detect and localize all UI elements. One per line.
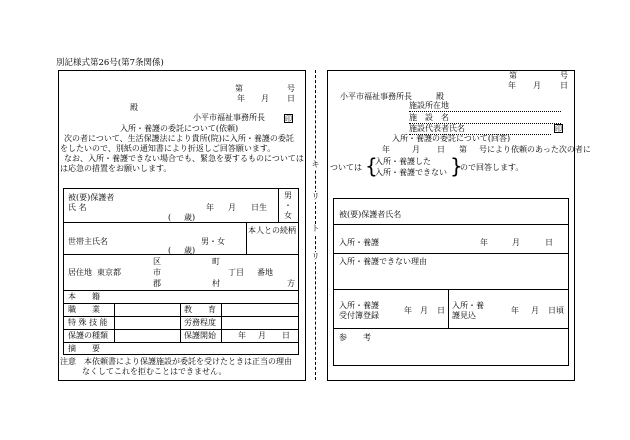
option-not-admitted: 入所・養護できない [375,168,447,177]
facility-location-line [409,111,561,112]
note-line2: なくしてこれを拒むことはできません。 [82,367,227,376]
cut-label-3: ト [311,224,320,233]
reply-date-day: 日 [560,81,568,90]
option-admitted: 入所・養護した [375,157,431,166]
ref-text: 号により依頼のあった次の者に [479,145,591,154]
male-label: 男 [284,191,292,200]
admission-year-label: 年 [480,238,488,247]
shi-label: 市 [153,268,161,277]
reply-text: ので回答します。 [460,163,524,172]
ku-label: 区 [153,257,161,266]
relation-column-divider [246,222,247,254]
row-divider [63,329,299,330]
facility-location-label: 施設所在地 [409,101,449,110]
row-divider [333,224,569,225]
reason-label: 入所・養護できない理由 [339,257,427,266]
householder-label: 世帯主氏名 [68,237,108,246]
request-date-day: 日 [287,94,295,103]
row-divider [63,254,299,255]
facility-rep-label: 施設代表者氏名 [409,124,465,133]
birth-year-label: 年 [206,203,214,212]
form-number-title: 別記様式第26号(第7条関係) [56,58,164,68]
row-divider [63,342,299,343]
row-divider [63,316,299,317]
note-line1: 注意 本依頼書により保護施設が委託を受けたときは正当の理由 [60,357,292,366]
householder-age-close: 歳) [184,246,196,255]
start-month-label: 月 [258,331,266,340]
age-open-paren: ( [168,213,172,222]
registration-year-label: 年 [404,306,412,315]
summary-label: 摘 要 [68,344,100,353]
estimate-month-label: 月 [531,306,539,315]
gun-label: 郡 [153,279,161,288]
request-sender: 小平市福祉事務所長 [193,113,265,122]
regarding-label: ついては [330,163,362,172]
mura-label: 村 [212,279,220,288]
reply-recipient: 小平市福祉事務所長 [340,92,412,101]
householder-age-open: ( [168,246,172,255]
admission-month-label: 月 [512,238,520,247]
registration-day-label: 日 [437,306,445,315]
request-seal: 印 [285,115,292,123]
tokyo-label: 東京都 [97,268,121,277]
estimate-line1: 入所・養 [452,301,484,310]
request-date-month: 月 [261,94,269,103]
reply-number-suffix: 号 [560,71,568,80]
request-addressee: 殿 [130,103,138,112]
row-divider [63,303,299,304]
skills-label: 特 殊 技 能 [68,318,108,327]
request-subject: 入所・養護の委託について(依頼) [120,124,239,133]
remarks-label: 参 考 [339,333,371,342]
request-number-mark: 第 [235,84,243,93]
mid-label-divider [221,303,222,342]
ref-month-label: 月 [412,145,420,154]
facility-name-label: 施 設 名 [409,113,449,122]
registration-line1: 入所・養護 [339,301,379,310]
request-body-line1: 次の者について、生活保護法により貴所(院)に入所・養護の委託 [64,134,294,143]
ref-no-label: 第 [459,145,467,154]
start-year-label: 年 [238,331,246,340]
reply-number-mark: 第 [509,71,517,80]
banchi-label: 番地 [257,268,273,277]
start-day-label: 日 [282,331,290,340]
name-label: 氏 名 [68,203,87,212]
admission-label: 入所・養護 [339,238,379,247]
kata-label: 方 [287,279,295,288]
admission-day-label: 日 [545,238,553,247]
residence-label: 居住地 [68,268,92,277]
ref-day-label: 日 [437,145,445,154]
request-number-suffix: 号 [287,84,295,93]
registration-month-label: 月 [420,306,428,315]
reply-addressee: 殿 [436,92,444,101]
row-divider [63,290,299,291]
row-divider [333,289,569,290]
mid-column-divider [180,303,181,342]
sex-column-divider [278,188,279,222]
label-column-divider [114,303,115,342]
reply-subject: 入所・養護の委託について(回答) [392,134,511,143]
row-divider [333,328,569,329]
reply-date-year: 年 [508,81,516,90]
request-body-line4: は応急の措置をお願いします。 [60,164,172,173]
age-close-label: 歳) [184,213,196,222]
reply-seal: 印 [555,125,562,133]
row-divider [63,222,299,223]
honseki-label: 本 籍 [68,292,100,301]
estimate-year-label: 年 [511,306,519,315]
cut-label-2: リ [311,192,320,201]
protected-person-label: 被(要)保護者 [68,193,115,202]
householder-sex-label: 男・女 [201,237,225,246]
estimate-line2: 護見込 [452,311,476,320]
birth-day-label: 日生 [251,203,267,212]
sex-separator: ・ [284,201,292,210]
right-brace: } [450,154,463,178]
request-date-year: 年 [237,94,245,103]
cut-label-1: キ [311,160,320,169]
reply-date-month: 月 [533,81,541,90]
cut-label-4: リ [311,252,320,261]
birth-month-label: 月 [228,203,236,212]
chome-label: 丁目 [228,268,244,277]
occupation-label: 職 業 [68,305,100,314]
protection-type-label: 保護の種類 [68,331,108,340]
protection-start-label: 保護開始 [184,331,216,340]
estimate-column-divider [448,289,449,328]
registration-line2: 受付簿登録 [339,311,379,320]
ref-year-label: 年 [382,145,390,154]
labor-label: 労務程度 [184,318,216,327]
left-brace: { [365,154,378,178]
request-body-line2: をしたいので、別紙の通知書により折返しご回答願います。 [60,144,276,153]
row-divider [333,253,569,254]
female-label: 女 [284,211,292,220]
education-label: 教 育 [184,305,216,314]
estimate-day-label: 日頃 [548,306,564,315]
machi-label: 町 [212,257,220,266]
protected-name-label: 被(要)保護者氏名 [339,210,402,219]
relation-label: 本人との続柄 [248,226,296,235]
request-body-line3: なお、入所・養護できない場合でも、緊急を要するものについては [64,154,304,163]
